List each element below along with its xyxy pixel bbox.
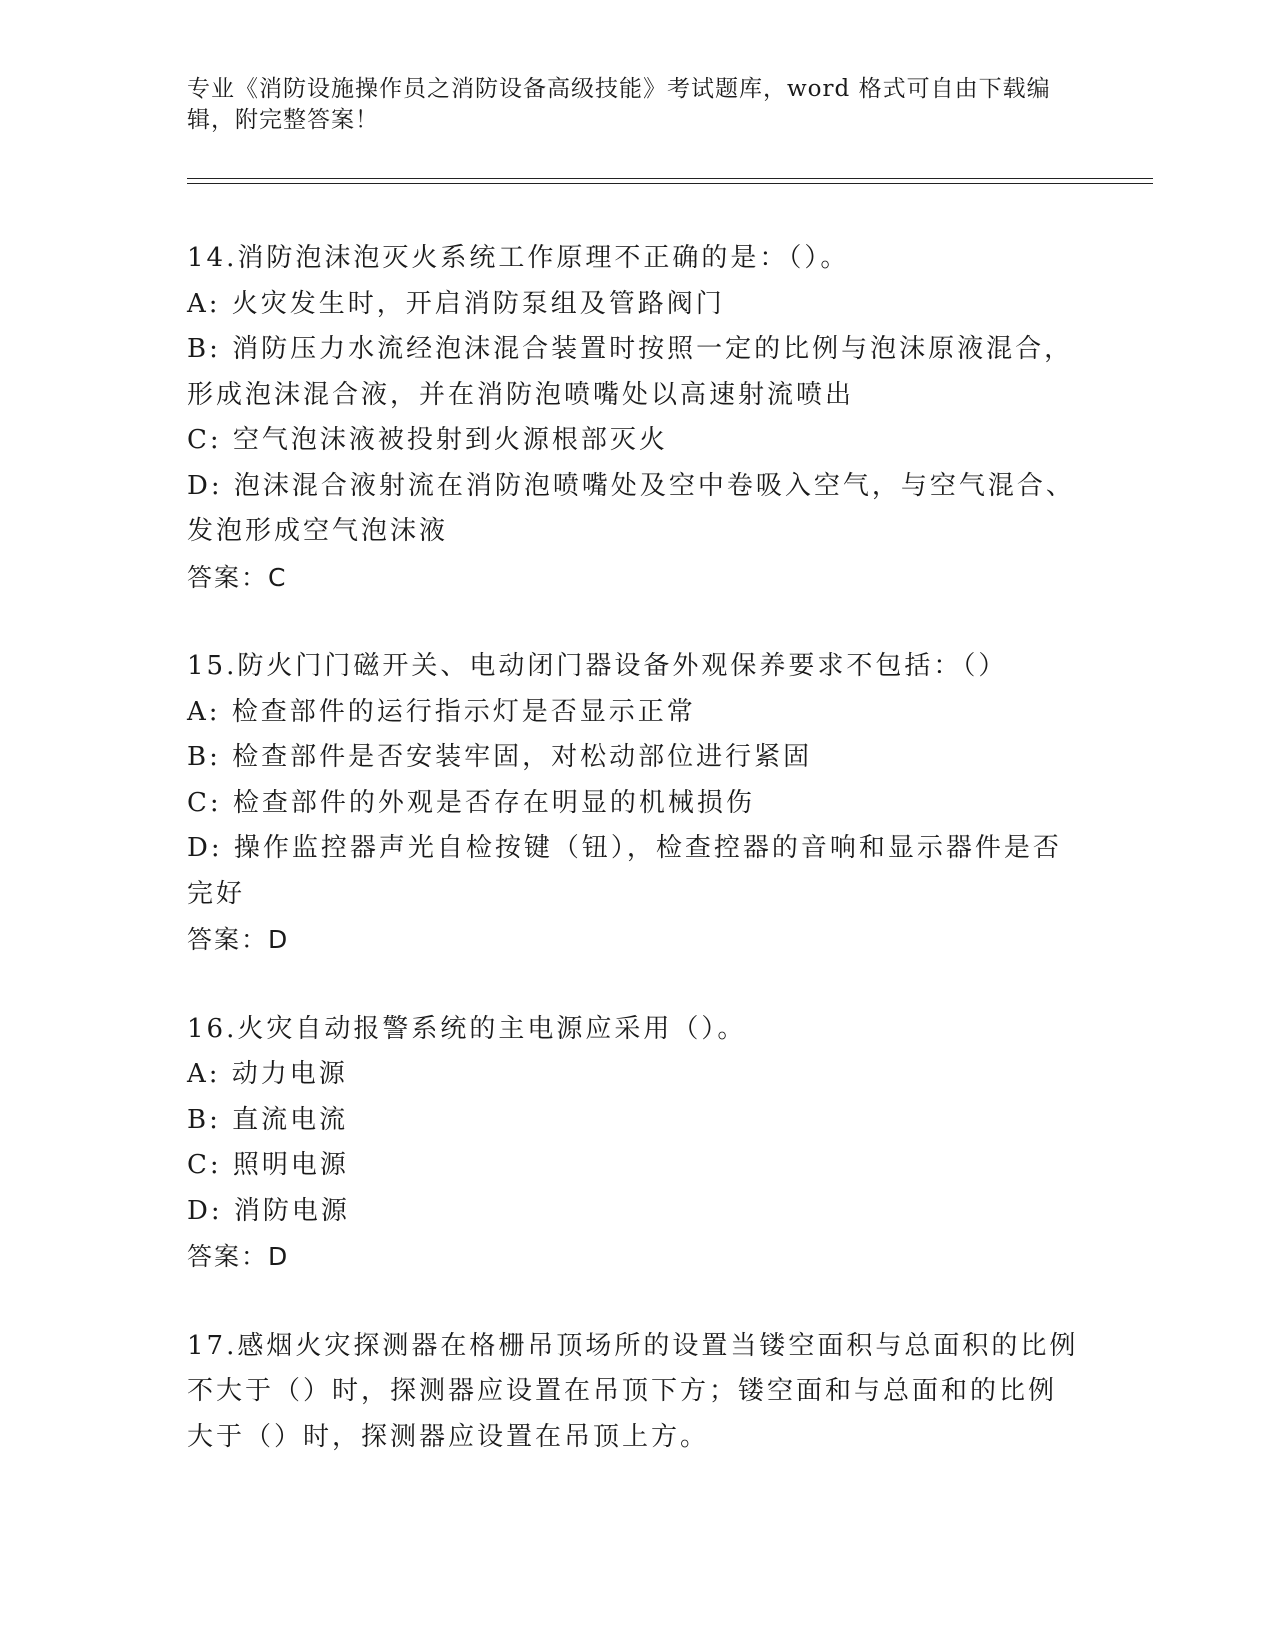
document-header: 专业《消防设施操作员之消防设备高级技能》考试题库，word 格式可自由下载编辑，附完整答案！ (187, 76, 1051, 133)
question-text: 16.火灾自动报警系统的主电源应采用（）。 (187, 1013, 747, 1044)
option-b: B: 直流电流 (187, 1104, 349, 1135)
question-text: 14.消防泡沫泡灭火系统工作原理不正确的是：（）。 (187, 243, 850, 273)
answer-line: 答案：D (187, 1242, 290, 1271)
question-16 (187, 1007, 1087, 1280)
option-a: A: 动力电源 (187, 1059, 348, 1089)
option-d: D: 消防电源 (187, 1195, 350, 1226)
answer-line: 答案：C (187, 562, 288, 592)
question-14 (187, 236, 1087, 600)
header-divider-bottom (187, 183, 1153, 184)
option-b-continued: 形成泡沫混合液，并在消防泡喷嘴处以高速射流喷出 (187, 379, 855, 410)
question-text: 17.感烟火灾探测器在格栅吊顶场所的设置当镂空面积与总面积的比例 (187, 1330, 1079, 1361)
option-d: D: 操作监控器声光自检按键（钮），检查控器的音响和显示器件是否 (187, 833, 1062, 863)
question-text-continued-2: 大于（）时，探测器应设置在吊顶上方。 (187, 1421, 710, 1452)
option-c: C: 空气泡沫液被投射到火源根部灭火 (187, 425, 668, 455)
option-b: B: 消防压力水流经泡沫混合装置时按照一定的比例与泡沫原液混合， (187, 334, 1074, 364)
question-text-continued-1: 不大于（）时，探测器应设置在吊顶下方；镂空面和与总面和的比例 (187, 1376, 1058, 1406)
option-b: B: 检查部件是否安装牢固，对松动部位进行紧固 (187, 742, 813, 772)
option-c: C: 照明电源 (187, 1150, 349, 1180)
option-a: A: 检查部件的运行指示灯是否显示正常 (187, 696, 696, 727)
question-17 (187, 1324, 1087, 1461)
option-c: C: 检查部件的外观是否存在明显的机械损伤 (187, 787, 755, 818)
header-divider-top (187, 178, 1153, 179)
answer-line: 答案：D (187, 925, 290, 954)
question-list (187, 236, 1087, 1504)
option-a: A: 火灾发生时，开启消防泵组及管路阀门 (187, 288, 725, 319)
option-d: D: 泡沫混合液射流在消防泡喷嘴处及空中卷吸入空气，与空气混合、 (187, 470, 1075, 501)
question-15 (187, 644, 1087, 963)
option-d-continued: 发泡形成空气泡沫液 (187, 516, 449, 546)
question-text: 15.防火门门磁开关、电动闭门器设备外观保养要求不包括：（） (187, 651, 1008, 681)
option-d-continued: 完好 (187, 878, 246, 909)
